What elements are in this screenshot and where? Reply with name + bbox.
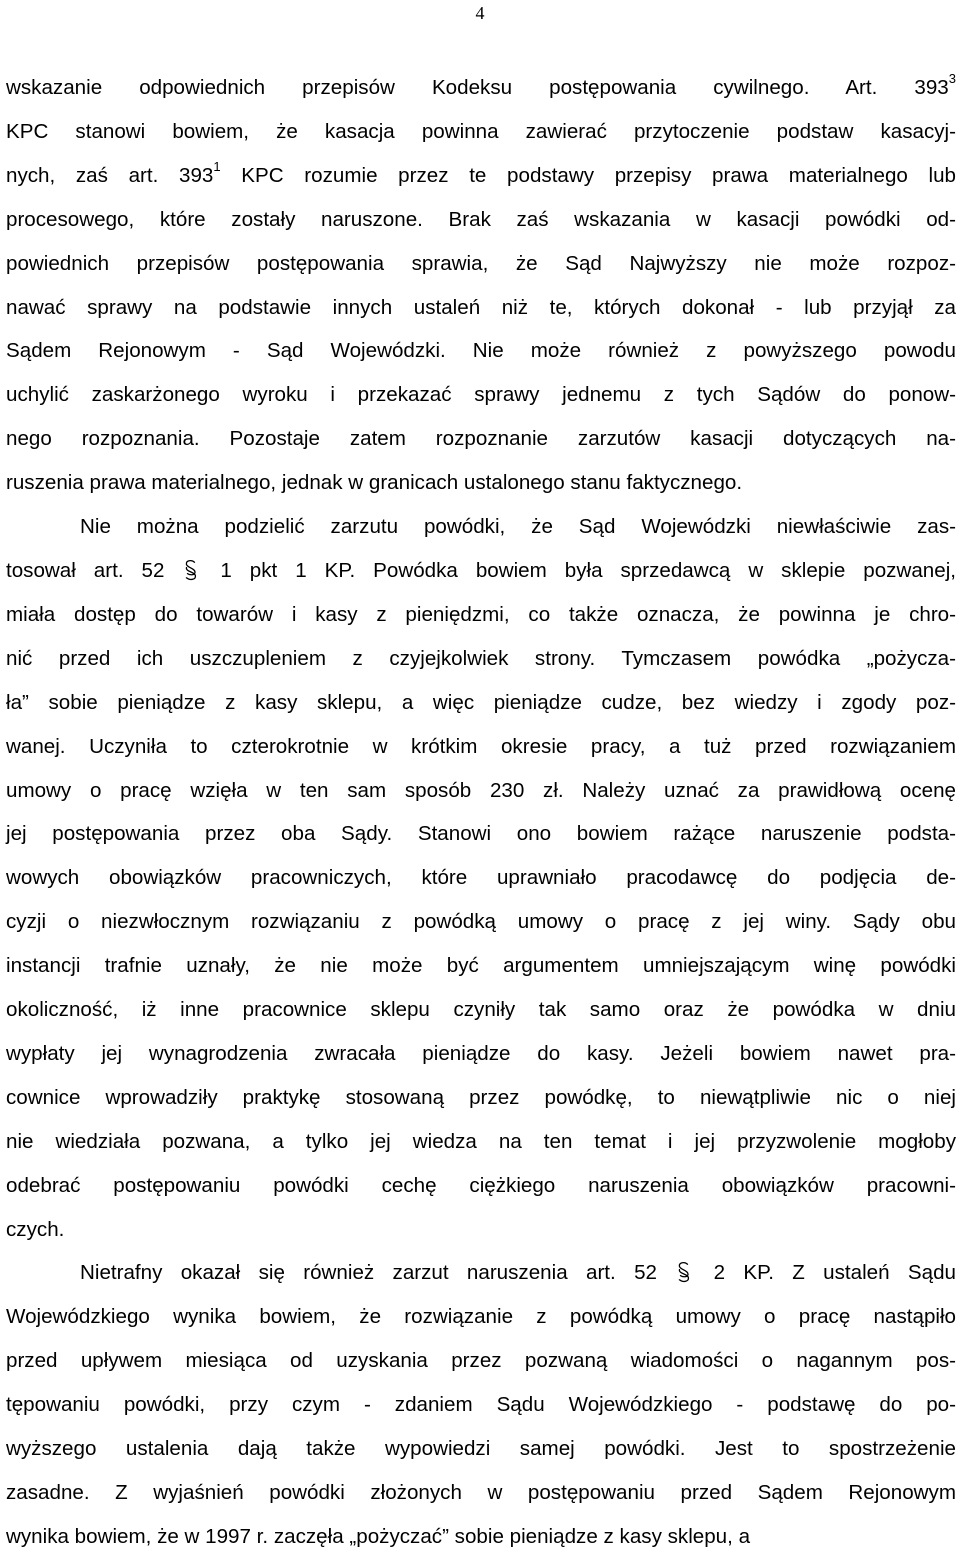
text-run: nawać sprawy na podstawie innych ustaleń niż te, których dokonał - lub przyjął za bbox=[6, 295, 956, 319]
text-line bbox=[6, 329, 956, 373]
text-run: cyzji o niezwłocznym rozwiązaniu z powódką umowy o pracę z jej winy. Sądy obu bbox=[6, 910, 956, 934]
text-run: wypłaty jej wynagrodzenia zwracała pieniądze do kasy. Jeżeli bowiem nawet pra- bbox=[6, 1041, 956, 1065]
text-run: instancji trafnie uznały, że nie może być argumentem umniejszającym winę powódki bbox=[6, 954, 956, 978]
text-line bbox=[6, 856, 956, 900]
text-run: wskazanie odpowiednich przepisów Kodeksu postępowania cywilnego. Art. 393 bbox=[6, 76, 949, 99]
text-run: Nie można podzielić zarzutu powódki, że Sąd Wojewódzki niewłaściwie zas- bbox=[80, 515, 956, 539]
text-line bbox=[6, 1427, 956, 1471]
text-line bbox=[6, 461, 956, 505]
text-run: tępowaniu powódki, przy czym - zdaniem Sądu Wojewódzkiego - podstawę do po- bbox=[6, 1393, 956, 1417]
text-run: wowych obowiązków pracowniczych, które uprawniało pracodawcę do podjęcia de- bbox=[6, 866, 956, 890]
text-run: 1 pkt 1 KP. Powódka bowiem była sprzedawcą w sklepie pozwanej, bbox=[202, 558, 956, 582]
text-line bbox=[6, 1032, 956, 1076]
text-line bbox=[6, 1383, 956, 1427]
document-body bbox=[6, 66, 956, 1559]
text-run: KPC rozumie przez te podstawy przepisy prawa materialnego lub bbox=[220, 163, 956, 187]
text-line bbox=[6, 988, 956, 1032]
text-line bbox=[6, 1251, 956, 1295]
text-line bbox=[6, 637, 956, 681]
text-line bbox=[6, 1515, 956, 1559]
text-line bbox=[6, 681, 956, 725]
text-run: odebrać postępowaniu powódki cechę ciężkiego naruszenia obowiązków pracowni- bbox=[6, 1173, 956, 1197]
text-run: ruszenia prawa materialnego, jednak w granicach ustalonego stanu faktycznego. bbox=[6, 471, 743, 495]
text-run: uchylić zaskarżonego wyroku i przekazać sprawy jednemu z tych Sądów do ponow- bbox=[6, 383, 956, 407]
text-run: umowy o pracę wzięła w ten sam sposób 230 zł. Należy uznać za prawidłową ocenę bbox=[6, 778, 956, 802]
text-line bbox=[6, 242, 956, 286]
text-line bbox=[6, 1164, 956, 1208]
text-line bbox=[6, 1208, 956, 1252]
text-line bbox=[6, 505, 956, 549]
text-line bbox=[6, 417, 956, 461]
text-run: tosował art. 52 bbox=[6, 558, 183, 582]
page-number: 4 bbox=[475, 3, 485, 23]
text-run: zasadne. Z wyjaśnień powódki złożonych w postępowaniu przed Sądem Rejonowym bbox=[6, 1481, 956, 1504]
text-run: okoliczność, iż inne pracownice sklepu czyniły tak samo oraz że powódka w dniu bbox=[6, 998, 956, 1022]
text-line bbox=[6, 198, 956, 242]
text-run: 2 KP. Z ustaleń Sądu bbox=[695, 1261, 957, 1285]
text-run: wyższego ustalenia dają także wypowiedzi samej powódki. Jest to spostrzeżenie bbox=[6, 1437, 956, 1461]
text-line bbox=[6, 66, 956, 110]
text-line bbox=[6, 1120, 956, 1164]
text-line bbox=[6, 812, 956, 856]
text-line bbox=[6, 1076, 956, 1120]
text-run: nić przed ich uszczupleniem z czyjejkolwiek strony. Tymczasem powódka „pożycza- bbox=[6, 646, 956, 670]
text-run: Nietrafny okazał się również zarzut naruszenia art. 52 bbox=[80, 1261, 676, 1285]
text-line bbox=[6, 1339, 956, 1383]
paragraph-3 bbox=[6, 1251, 956, 1558]
text-run: procesowego, które zostały naruszone. Brak zaś wskazania w kasacji powódki od- bbox=[6, 207, 956, 231]
paragraph-1 bbox=[6, 66, 956, 505]
text-line bbox=[6, 373, 956, 417]
text-run: ła” sobie pieniądze z kasy sklepu, a więc pieniądze cudze, bez wiedzy i zgody poz- bbox=[6, 690, 956, 714]
text-run: wanej. Uczyniła to czterokrotnie w krótkim okresie pracy, a tuż przed rozwiązaniem bbox=[6, 734, 956, 758]
text-run: powiednich przepisów postępowania sprawia, że Sąd Najwyższy nie może rozpoz- bbox=[6, 251, 956, 275]
text-line bbox=[6, 944, 956, 988]
text-line bbox=[6, 769, 956, 813]
text-run: nie wiedziała pozwana, a tylko jej wiedza na ten temat i jej przyzwolenie mogłoby bbox=[6, 1129, 956, 1153]
text-run: jej postępowania przez oba Sądy. Stanowi ono bowiem rażące naruszenie podsta- bbox=[6, 822, 956, 846]
text-line bbox=[6, 1471, 956, 1515]
text-line bbox=[6, 900, 956, 944]
text-line bbox=[6, 110, 956, 154]
text-run: nych, zaś art. 393 bbox=[6, 163, 214, 187]
paragraph-2 bbox=[6, 505, 956, 1251]
text-run: cownice wprowadziły praktykę stosowaną przez powódkę, to niewątpliwie nic o niej bbox=[6, 1085, 956, 1109]
text-run: KPC stanowi bowiem, że kasacja powinna zawierać przytoczenie podstaw kasacyj- bbox=[6, 119, 956, 143]
text-line bbox=[6, 154, 956, 198]
text-line bbox=[6, 549, 956, 593]
text-run: przed upływem miesiąca od uzyskania przez pozwaną wiadomości o nagannym pos- bbox=[6, 1349, 956, 1373]
text-line bbox=[6, 725, 956, 769]
text-run: wynika bowiem, że w 1997 r. zaczęła „pożyczać” sobie pieniądze z kasy sklepu, a bbox=[6, 1524, 751, 1548]
superscript-number: 3 bbox=[948, 71, 956, 87]
text-run: czych. bbox=[6, 1217, 65, 1241]
text-run: Sądem Rejonowym - Sąd Wojewódzki. Nie może również z powyższego powodu bbox=[6, 339, 956, 363]
text-line bbox=[6, 286, 956, 330]
text-run: Wojewódzkiego wynika bowiem, że rozwiązanie z powódką umowy o pracę nastąpiło bbox=[6, 1305, 956, 1329]
text-line bbox=[6, 593, 956, 637]
text-line bbox=[6, 1295, 956, 1339]
section-sign-icon bbox=[675, 1251, 695, 1295]
text-run: nego rozpoznania. Pozostaje zatem rozpoznanie zarzutów kasacji dotyczących na- bbox=[6, 427, 956, 451]
superscript-number: 1 bbox=[213, 158, 221, 174]
section-sign-icon bbox=[182, 549, 202, 593]
text-run: miała dostęp do towarów i kasy z pieniędzmi, co także oznacza, że powinna je chro- bbox=[6, 602, 956, 626]
